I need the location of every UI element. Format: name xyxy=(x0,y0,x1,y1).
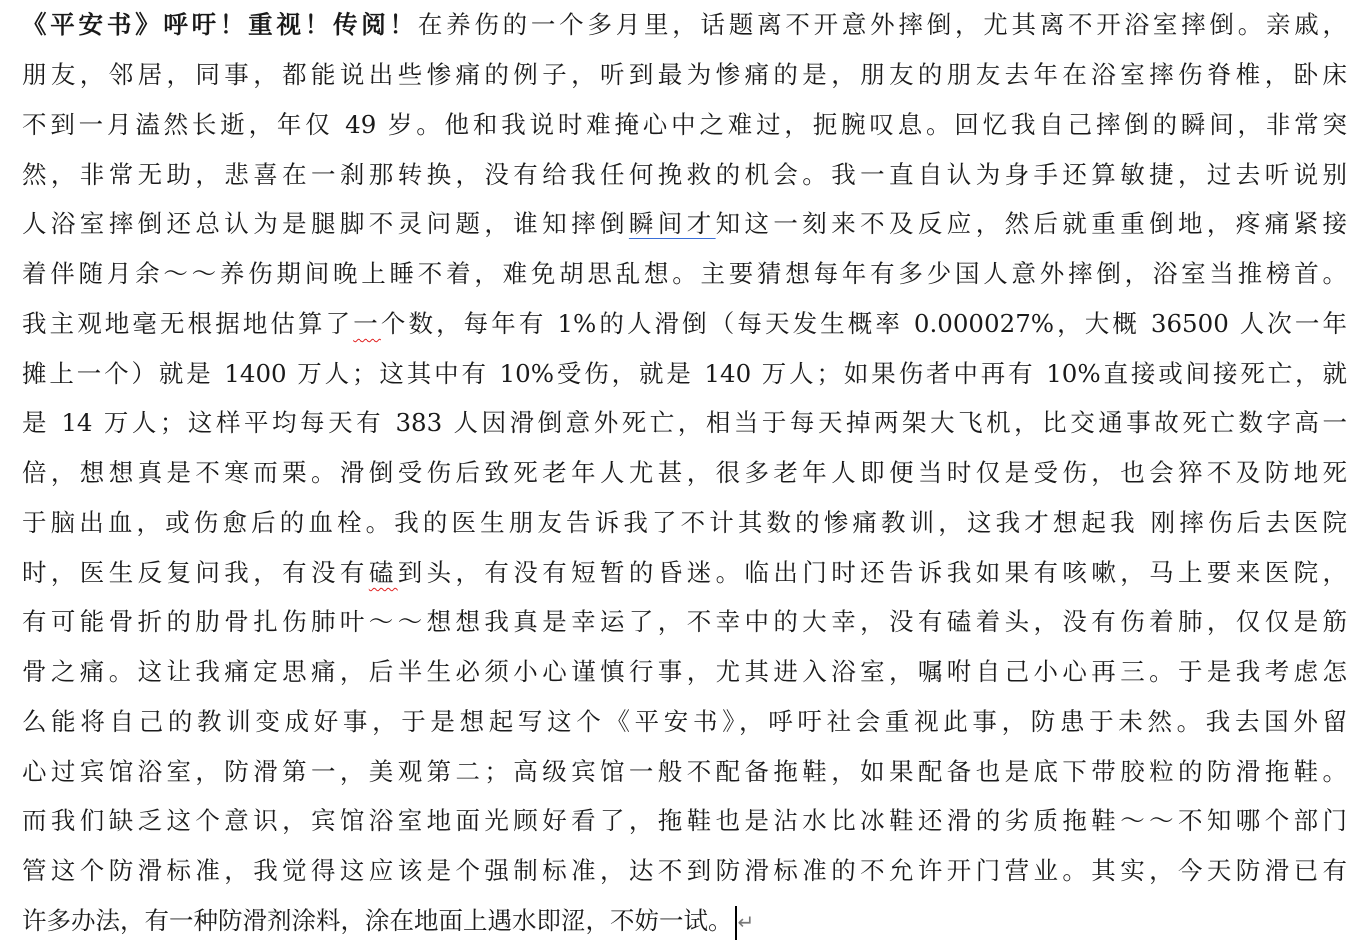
text-line-16: 心过宾馆浴室，防滑第一，美观第二；高级宾馆一般不配备拖鞋，如果配备也是底下带胶粒的防滑拖鞋。 xyxy=(22,757,1347,786)
line-text: 在养伤的一个多月里，话题离不开意外摔倒，尤其离不开浴室摔倒。亲戚， xyxy=(417,10,1348,39)
grammar-flag[interactable]: 瞬间才 xyxy=(628,209,716,238)
text-line-5 xyxy=(22,204,1347,244)
spelling-flag[interactable]: 一 xyxy=(353,309,381,338)
line-text: 到头，有没有短暂的昏迷。临出门时还告诉我如果有咳嗽，马上要来医院， xyxy=(397,558,1348,587)
text-line-17: 而我们缺乏这个意识，宾馆浴室地面光顾好看了，拖鞋也是沾水比冰鞋还滑的劣质拖鞋～～不知哪个部门 xyxy=(22,806,1347,835)
text-line-15: 么能将自己的教训变成好事，于是想起写这个《平安书》，呼吁社会重视此事，防患于未然。我去国外留 xyxy=(22,707,1347,736)
line-text: 许多办法，有一种防滑剂涂料，涂在地面上遇水即涩，不妨一试。 xyxy=(22,906,733,935)
text-line-11: 于脑出血，或伤愈后的血栓。我的医生朋友告诉我了不计其数的惨痛教训，这我才想起我 刚摔伤后去医院 xyxy=(22,508,1347,537)
text-line-8: 摊上一个）就是 1400 万人；这其中有 10%受伤，就是 140 万人；如果伤者中再有 10%直接或间接死亡，就 xyxy=(22,359,1347,388)
line-text: 时，医生反复问我，有没有 xyxy=(22,558,369,587)
text-line-13: 有可能骨折的肋骨扎伤肺叶～～想想我真是幸运了，不幸中的大幸，没有磕着头，没有伤着肺，仅仅是筋 xyxy=(22,607,1347,636)
text-line-10: 倍，想想真是不寒而栗。滑倒受伤后致死老年人尤甚，很多老年人即便当时仅是受伤，也会猝不及防地死 xyxy=(22,458,1347,487)
text-line-2: 朋友，邻居，同事，都能说出些惨痛的例子，听到最为惨痛的是，朋友的朋友去年在浴室摔伤脊椎，卧床 xyxy=(22,60,1347,89)
paragraph-mark-icon: ↵ xyxy=(737,910,755,934)
text-line-3: 不到一月溘然长逝，年仅 49 岁。他和我说时难掩心中之难过，扼腕叹息。回忆我自己摔倒的瞬间，非常突 xyxy=(22,110,1347,139)
text-line-6: 着伴随月余～～养伤期间晚上睡不着，难免胡思乱想。主要猜想每年有多少国人意外摔倒，浴室当推榜首。 xyxy=(22,259,1347,288)
text-line-9: 是 14 万人；这样平均每天有 383 人因滑倒意外死亡，相当于每天掉两架大飞机，比交通事故死亡数字高一 xyxy=(22,408,1347,437)
text-line-18: 管这个防滑标准，我觉得这应该是个强制标准，达不到防滑标准的不允许开门营业。其实，今天防滑已有 xyxy=(22,856,1347,885)
line-text: 人浴室摔倒还总认为是腿脚不灵问题，谁知摔倒 xyxy=(22,209,629,238)
text-line-7 xyxy=(22,304,1347,344)
document-title: 《平安书》呼吁！重视！传阅！ xyxy=(22,10,418,39)
line-text: 个数，每年有 1%的人滑倒（每天发生概率 0.000027%，大概 36500 人次一年 xyxy=(380,309,1348,338)
text-line-4: 然，非常无助，悲喜在一刹那转换，没有给我任何挽救的机会。我一直自认为身手还算敏捷，过去听说别 xyxy=(22,160,1347,189)
spelling-flag[interactable]: 磕 xyxy=(368,558,398,587)
text-line-12 xyxy=(22,553,1347,593)
text-line-14: 骨之痛。这让我痛定思痛，后半生必须小心谨慎行事，尤其进入浴室，嘱咐自己小心再三。于是我考虑怎 xyxy=(22,657,1347,686)
line-text: 知这一刻来不及反应，然后就重重倒地，疼痛紧接 xyxy=(715,209,1348,238)
text-line-1 xyxy=(22,5,1347,45)
line-text: 我主观地毫无根据地估算了 xyxy=(22,309,354,338)
text-line-19 xyxy=(22,901,1347,941)
text-cursor xyxy=(735,906,737,940)
